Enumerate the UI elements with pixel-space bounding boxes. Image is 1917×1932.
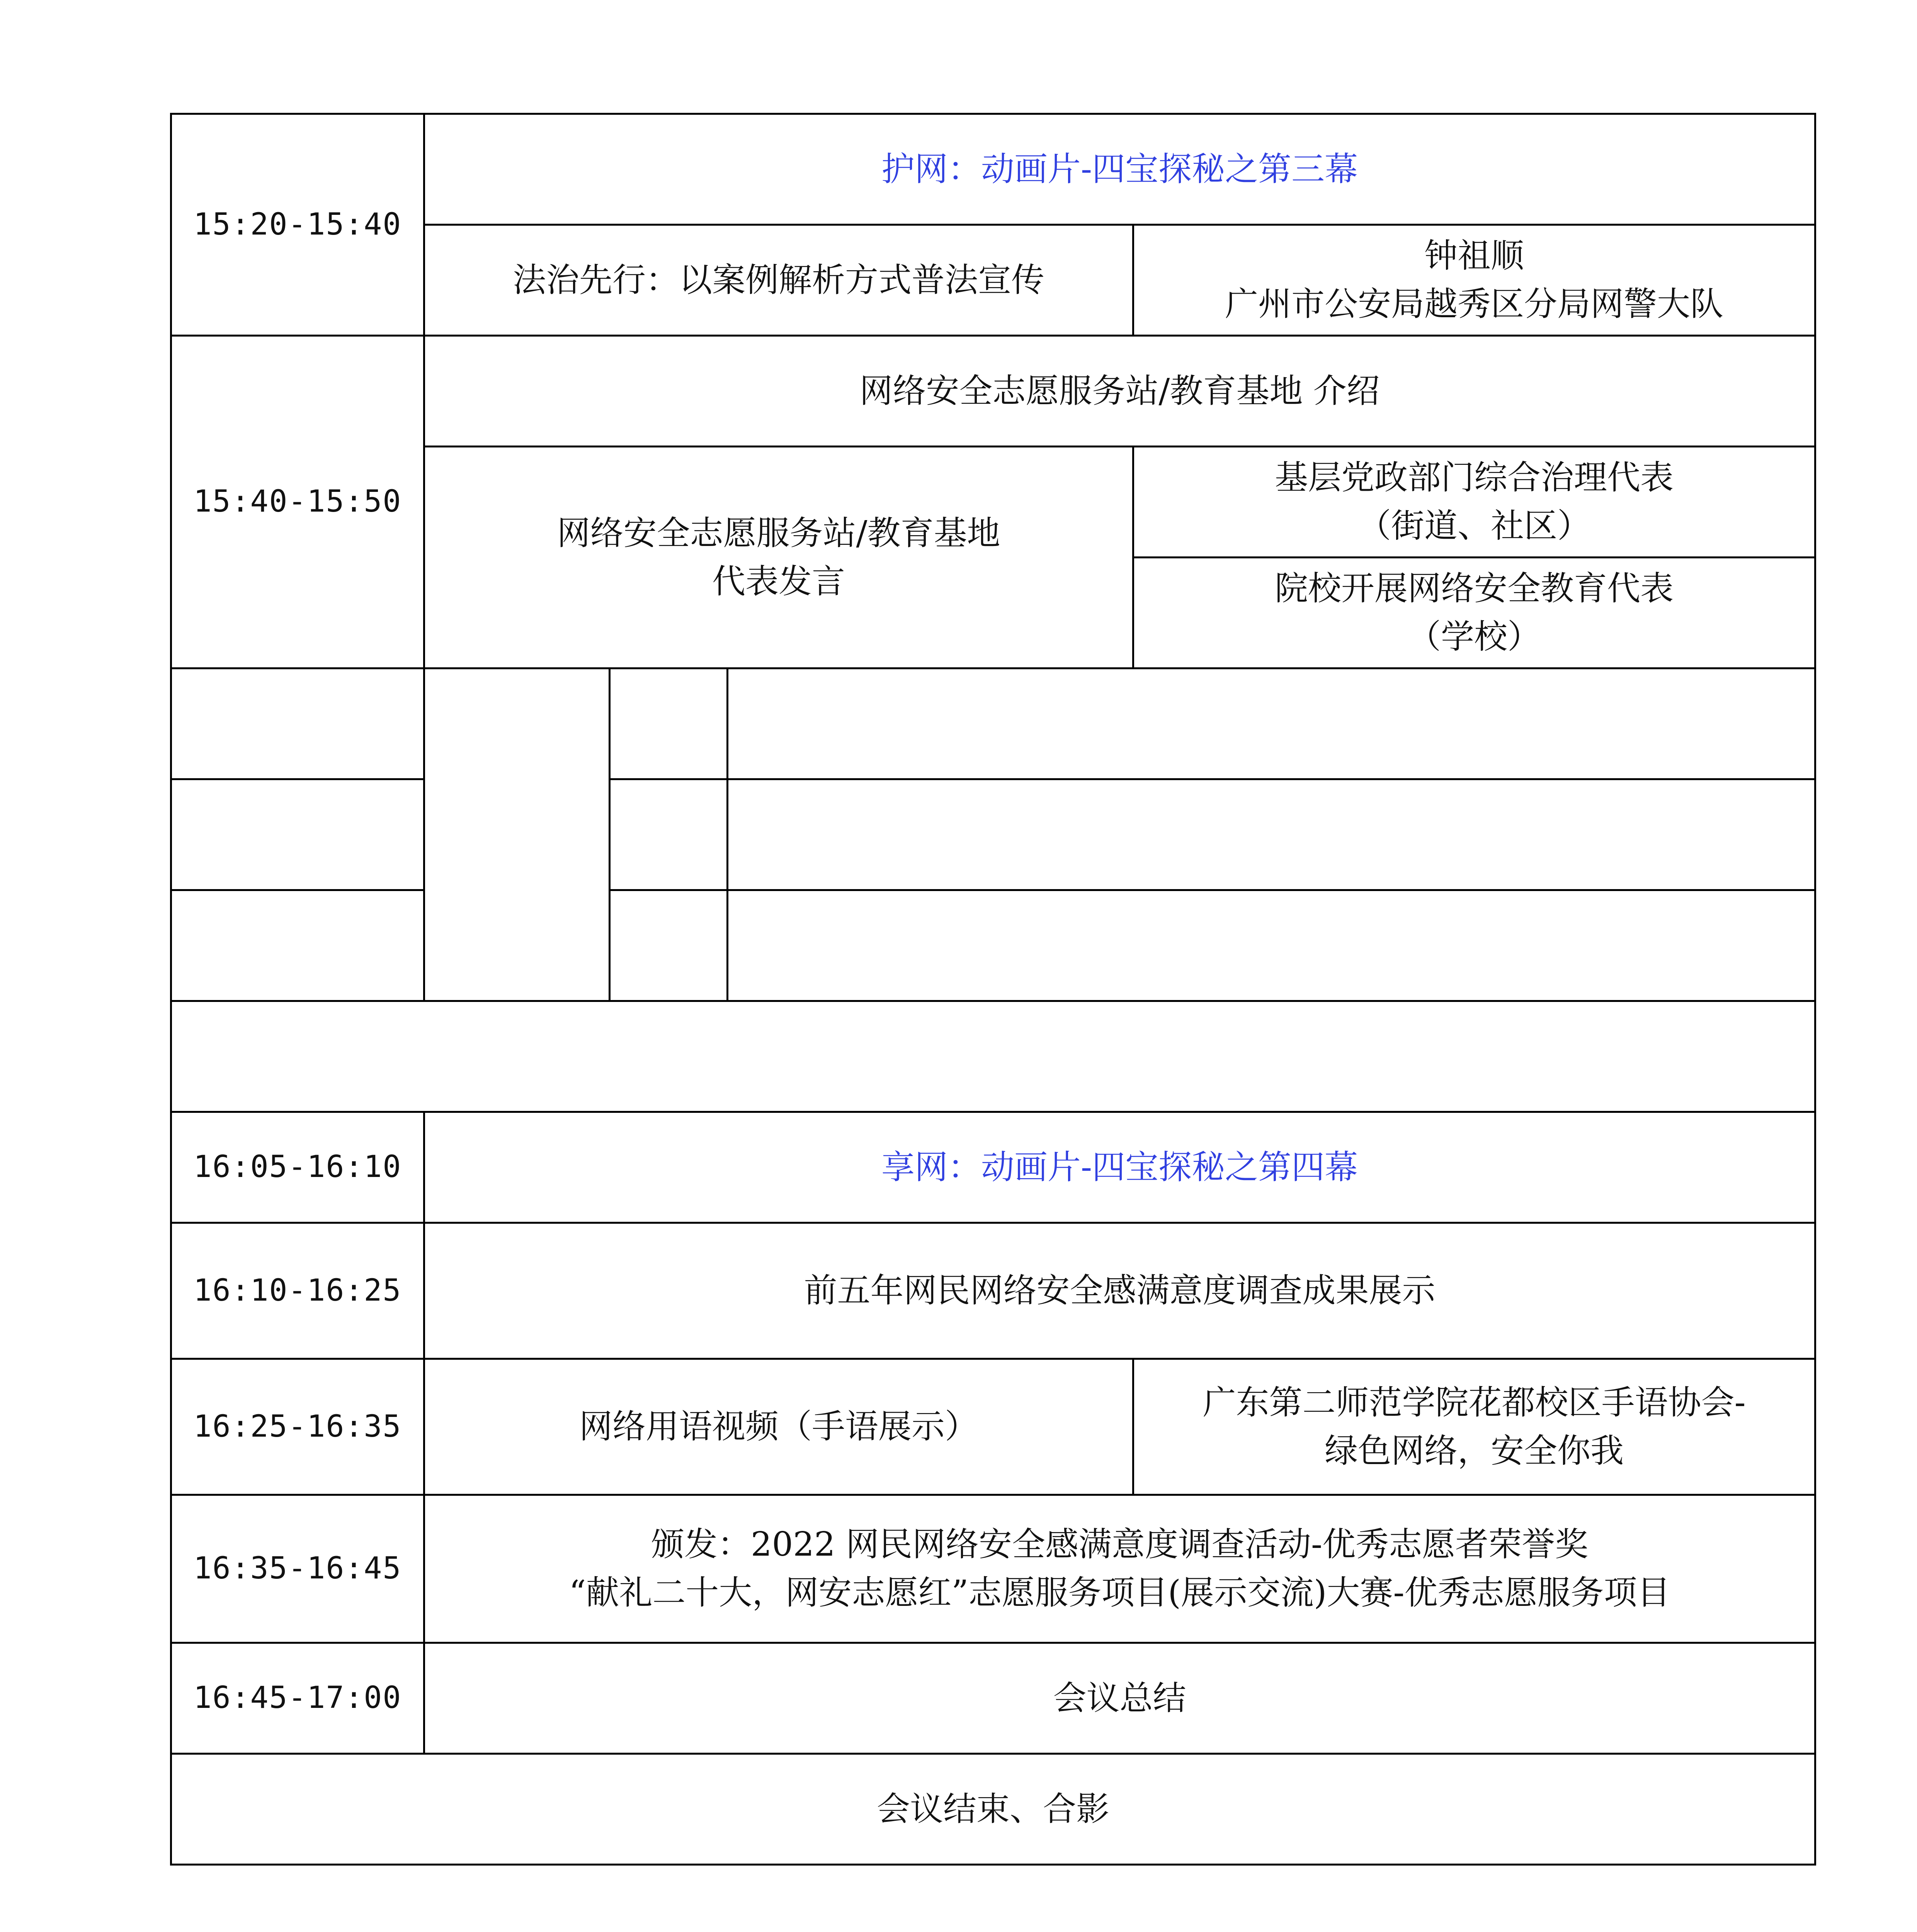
agenda-row xyxy=(171,1754,1815,1865)
speaker-org: 广州市公安局越秀区分局网警大队 xyxy=(1225,285,1723,323)
representative-cell xyxy=(1133,447,1815,558)
item-number xyxy=(610,779,728,890)
session-title: 会议总结 xyxy=(424,1643,1815,1754)
time-cell xyxy=(171,890,424,1001)
time-cell: 16:45-17:00 xyxy=(171,1643,424,1754)
rep-line: （街道、社区） xyxy=(1358,507,1590,545)
organizer-line: 广东第二师范学院花都校区手语协会- xyxy=(1203,1383,1746,1422)
topic-line: 代表发言 xyxy=(712,562,845,601)
award-cell xyxy=(424,1495,1815,1643)
agenda-row xyxy=(171,1223,1815,1359)
session-topic: 法治先行：以案例解析方式普法宣传 xyxy=(424,225,1133,336)
rep-line: 院校开展网络安全教育代表 xyxy=(1275,569,1674,608)
time-cell: 16:35-16:45 xyxy=(171,1495,424,1643)
section-header xyxy=(171,1001,1815,1112)
agenda-row xyxy=(171,1495,1815,1643)
rep-line: （学校） xyxy=(1408,617,1541,656)
time-cell: 15:40-15:50 xyxy=(171,336,424,668)
award-line: “献礼二十大，网安志愿红”志愿服务项目(展示交流)大赛-优秀志愿服务项目 xyxy=(569,1573,1670,1612)
time-cell: 16:10-16:25 xyxy=(171,1223,424,1359)
project-name xyxy=(728,890,1815,1001)
session-topic xyxy=(424,447,1133,668)
time-cell xyxy=(171,668,424,779)
speaker-cell xyxy=(1133,225,1815,336)
section-row xyxy=(171,1001,1815,1112)
item-number xyxy=(610,890,728,1001)
agenda-row xyxy=(171,1643,1815,1754)
session-title: 前五年网民网络安全感满意度调查成果展示 xyxy=(424,1223,1815,1359)
project-name xyxy=(728,668,1815,779)
agenda-row xyxy=(171,1359,1815,1495)
session-topic: 网络用语视频（手语展示） xyxy=(424,1359,1133,1495)
roadshow-label xyxy=(424,668,610,1001)
speaker-name: 钟祖顺 xyxy=(1424,236,1524,276)
closing-cell: 会议结束、合影 xyxy=(171,1754,1815,1865)
time-cell: 15:20-15:40 xyxy=(171,114,424,336)
representative-cell xyxy=(1133,558,1815,668)
rep-line: 基层党政部门综合治理代表 xyxy=(1275,458,1674,497)
organizer-line: 绿色网络，安全你我 xyxy=(1325,1431,1624,1470)
animation-title: 享网：动画片-四宝探秘之第四幕 xyxy=(424,1112,1815,1223)
animation-title: 护网：动画片-四宝探秘之第三幕 xyxy=(424,114,1815,225)
topic-line: 网络安全志愿服务站/教育基地 xyxy=(557,514,1000,553)
award-line: 颁发：2022 网民网络安全感满意度调查活动-优秀志愿者荣誉奖 xyxy=(651,1525,1589,1564)
agenda-row xyxy=(171,779,1815,890)
agenda-row xyxy=(171,668,1815,779)
agenda-row xyxy=(171,890,1815,1001)
project-name xyxy=(728,779,1815,890)
organizer-cell xyxy=(1133,1359,1815,1495)
agenda-row xyxy=(171,114,1815,225)
agenda-table xyxy=(170,113,1816,1866)
session-title: 网络安全志愿服务站/教育基地 介绍 xyxy=(424,336,1815,447)
agenda-row xyxy=(171,336,1815,447)
item-number xyxy=(610,668,728,779)
time-cell: 16:05-16:10 xyxy=(171,1112,424,1223)
agenda-row xyxy=(171,1112,1815,1223)
time-cell xyxy=(171,779,424,890)
time-cell: 16:25-16:35 xyxy=(171,1359,424,1495)
